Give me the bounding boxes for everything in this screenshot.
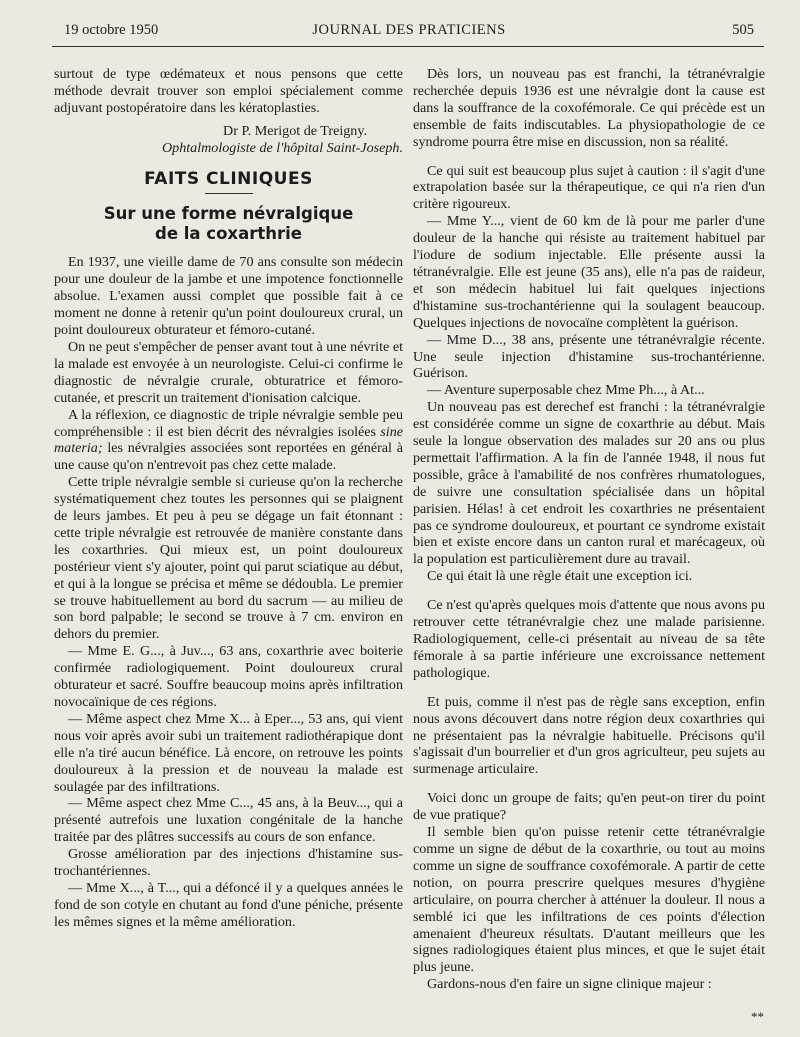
paragraph: Grosse amélioration par des injections d'histamine sus-trochantériennes. xyxy=(54,846,403,880)
article-title xyxy=(54,204,403,244)
case-report: — Mme E. G..., à Juv..., 63 ans, coxarthrie avec boiterie confirmée radiologiquement. Point douloureux crural obturateur et sacré. Souffre beaucoup moins après infiltration novocaïnique de ces régions. xyxy=(54,643,403,710)
paragraph: Cette triple névralgie semble si curieuse qu'on la recherche systématiquement chez toutes les personnes qui se plaignent de leurs jambes. Et peu à peu se dégage un fait étonnant : cette triple névralgie est retrouvée de manière constante dans les coxarthries. Qui mieux est, un point douloureux postérieur vient s'y ajouter, point qui parut sciatique au début, et qui à la longue se précisa et même se dédoubla. Le premier se trouve habituellement au bord du sacrum — au milieu de son bord palpable; le second se trouve à 7 cm. environ en dehors du premier. xyxy=(54,474,403,643)
paragraph: Ce qui était là une règle était une exception ici. xyxy=(427,568,693,585)
case-report: — Même aspect chez Mme X... à Eper..., 53 ans, qui vient nous voir après avoir subi un traitement radiothérapique dont elle n'a tiré aucun bénéfice. Là encore, on retrouve les points douloureux à la pression et de nouveau la malade est soulagée par des infiltrations. xyxy=(54,710,403,795)
right-column xyxy=(413,66,765,993)
issue-date: 19 octobre 1950 xyxy=(64,22,159,38)
author-name: Dr P. Merigot de Treigny. xyxy=(223,122,367,139)
article-title-line-1: Sur une forme névralgique xyxy=(103,204,354,224)
signature-mark: ** xyxy=(751,1009,764,1024)
paragraph: On ne peut s'empêcher de penser avant tout à une névrite et la malade est envoyée à un neurologiste. Celui-ci confirme le diagnostic de névralgie crurale, obturatrice et fémoro-cutanée, et prescrit un traitement d'ionisation calcique. xyxy=(54,338,403,406)
paragraph: Ce n'est qu'après quelques mois d'attente que nous avons pu retrouver cette tétranévralgie chez une malade parisienne. Radiologiquement, celle-ci présentait au niveau de sa tête fémorale à sa partie inférieure une excroissance nettement pathologique. xyxy=(413,597,765,681)
paragraph-part: A la réflexion, ce diagnostic de triple névralgie semble peu compréhensible : il est bien décrit des névralgies isolées xyxy=(54,406,403,440)
case-report: — Mme X..., à T..., qui a défoncé il y a quelques années le fond de son cotyle en chutant au fond d'une péniche, présente les mêmes signes et la même amélioration. xyxy=(54,879,403,930)
paragraph: Il semble bien qu'on puisse retenir cette tétranévralgie comme un signe de début de la coxarthrie, ou tout au moins comme un signe de souffrance coxofémorale. A partir de cette notion, on pourra prescrire quelques mesures d'hygiène articulaire, on pourra chercher à atténuer la douleur. Il nous a semblé ici que les infiltrations de ces points d'élection amenaient d'heureux résultats. D'autant meilleurs que les signes radiologiques étaient plus minces, et que le sujet était plus jeune. xyxy=(413,824,765,976)
article-title-line-2: de la coxarthrie xyxy=(155,224,302,244)
paragraph: Voici donc un groupe de faits; qu'en peut-on tirer du point de vue pratique? xyxy=(413,790,765,824)
author-signature xyxy=(54,123,403,157)
section-title: FAITS CLINIQUES xyxy=(144,168,313,189)
paragraph: Ce qui suit est beaucoup plus sujet à caution : il s'agit d'une extrapolation basée sur la thérapeutique, ce qui n'a rien d'un critère rigoureux. xyxy=(413,162,765,213)
running-head xyxy=(64,22,754,42)
latin-phrase: sine materia; xyxy=(54,423,403,457)
paragraph: Et puis, comme il n'est pas de règle sans exception, enfin nous avons découvert dans notre région deux coxarthries qui ne présentaient pas la névralgie habituelle. Précisons qu'il s'agissait d'un bourrelier et d'un gros agriculteur, peu sujets au surmenage articulaire. xyxy=(413,693,765,778)
title-rule xyxy=(205,193,253,194)
case-report: — Mme Y..., vient de 60 km de là pour me parler d'une douleur de la hanche qui résiste au traitement habituel par l'iodure de sodium injectable. Elle présente aussi la tétranévralgie. Elle est jeune (35 ans), elle n'a pas de raideur, et son médecin habituel lui fait quelques injections d'histamine sus-trochantérienne qui la soulagent beaucoup. Quelques injections de novocaïne complètent la guérison. xyxy=(413,213,765,331)
paragraph: Gardons-nous d'en faire un signe clinique majeur : xyxy=(427,976,712,993)
paragraph xyxy=(54,407,403,475)
author-role: Ophtalmologiste de l'hôpital Saint-Joseph. xyxy=(161,139,403,156)
paragraph: Un nouveau pas est derechef est franchi : la tétranévralgie est considérée comme un signe de coxarthrie au début. Mais seule la longue observation des malades sur 20 ans ou plus permettait l'affirmation. A la fin de l'année 1948, il nous fut possible, grâce à l'amabilité de nos confrères rhumatologues, de suivre une consultation spécialisée dans un hôpital parisien. Hélas! à cet endroit les coxarthries ne présentaient pas ce syndrome douloureux, et pourtant ce syndrome existait bien et existe encore dans un canton rural et marécageux, où la population est particulièrement dure au travail. xyxy=(413,399,765,568)
journal-title: JOURNAL DES PRATICIENS xyxy=(312,22,506,38)
paragraph: Dès lors, un nouveau pas est franchi, la tétranévralgie recherchée depuis 1936 est une névralgie dont la cause est dans la souffrance de la coxofémorale. Ce qui précède est un ensemble de faits indiscutables. La physiopathologie de ce syndrome pourra être mise en discussion, non sa réalité. xyxy=(413,66,765,150)
page-number: 505 xyxy=(732,22,754,38)
previous-article-ending: surtout de type œdémateux et nous pensons que cette méthode devrait trouver son emploi spécialement comme adjuvant postopératoire dans les kératoplasties. xyxy=(54,66,403,116)
paragraph: En 1937, une vieille dame de 70 ans consulte son médecin pour une douleur de la jambe et une impotence fonctionnelle absolue. L'examen aussi complet que possible fait à ce moment ne donne à retenir qu'un point douloureux crural, un point douloureux obturateur et fémoro-cutané. xyxy=(54,254,403,339)
case-report: — Même aspect chez Mme C..., 45 ans, à la Beuv..., qui a présenté autrefois une luxation congénitale de la hanche traitée par des plâtres successifs au cours de son enfance. xyxy=(54,795,403,846)
header-rule xyxy=(52,46,764,47)
case-report: — Aventure superposable chez Mme Ph..., à At... xyxy=(427,382,705,399)
case-report: — Mme D..., 38 ans, présente une tétranévralgie récente. Une seule injection d'histamine sus-trochantérienne. Guérison. xyxy=(413,331,765,382)
left-column xyxy=(54,66,403,931)
paragraph-part: les névralgies associées sont reportées en général à une cause qu'on n'entrevoit pas chez cette malade. xyxy=(54,440,404,474)
